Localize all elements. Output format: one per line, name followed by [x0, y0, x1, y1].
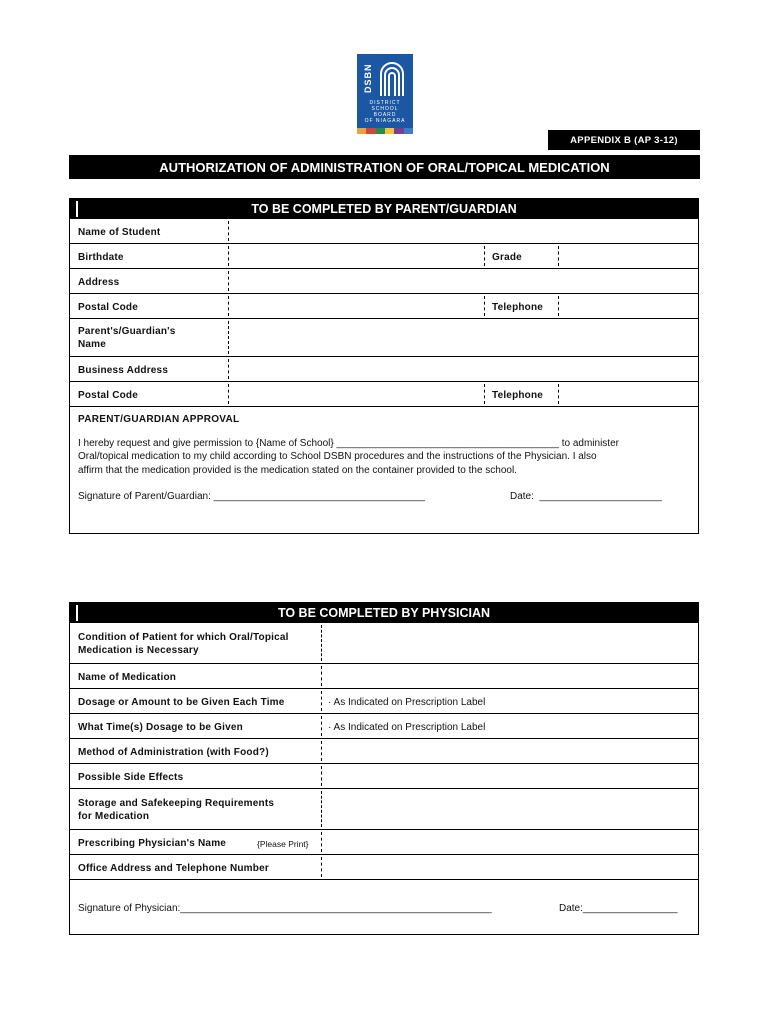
medication-name-label: Name of Medication [78, 672, 177, 683]
dosage-row[interactable] [70, 689, 698, 714]
grade-label: Grade [492, 252, 522, 263]
approval-line-3: affirm that the medication provided is the medication stated on the container provided to the school. [78, 464, 517, 476]
dsbn-logo [357, 54, 413, 134]
page-title: AUTHORIZATION OF ADMINISTRATION OF ORAL/TOPICAL MEDICATION [69, 155, 700, 179]
physician-signature-row [70, 880, 698, 934]
guardian-date-field[interactable]: Date: ______________________ [510, 491, 662, 502]
postal-code-2-label: Postal Code [78, 390, 138, 401]
arch-icon [379, 62, 405, 96]
guardian-name-row[interactable] [70, 319, 698, 357]
physician-date-field[interactable]: Date:_________________ [559, 903, 678, 914]
guardian-approval [70, 407, 698, 533]
prescriber-label: Prescribing Physician's Name [78, 838, 227, 849]
condition-label: Condition of Patient for which Oral/Topical Medication is Necessary [78, 632, 289, 656]
physician-signature-field[interactable]: Signature of Physician:________________________________________________________ [78, 903, 492, 914]
logo-sub-2: SCHOOL BOARD [371, 106, 399, 118]
dosage-label: Dosage or Amount to be Given Each Time [78, 697, 285, 708]
business-address-label: Business Address [78, 365, 169, 376]
guardian-signature-field[interactable]: Signature of Parent/Guardian: ______________________________________ [78, 491, 425, 502]
telephone-label: Telephone [492, 302, 544, 313]
side-effects-row[interactable] [70, 764, 698, 789]
logo-color-bars [357, 128, 413, 134]
parent-section [69, 198, 699, 534]
method-row[interactable] [70, 739, 698, 764]
postal-code-2-row[interactable] [70, 382, 698, 407]
approval-line-2: Oral/topical medication to my child according to School DSBN procedures and the instructions of the Physician. I also [78, 451, 597, 462]
logo-sub-3: OF NIAGARA [364, 118, 406, 124]
please-print-note: {Please Print} [257, 839, 309, 849]
storage-label: Storage and Safekeeping Requirements for Medication [78, 798, 275, 822]
postal-code-label: Postal Code [78, 302, 138, 313]
dosage-value: · As Indicated on Prescription Label [328, 697, 486, 708]
times-row[interactable] [70, 714, 698, 739]
method-label: Method of Administration (with Food?) [78, 747, 269, 758]
storage-row[interactable] [70, 789, 698, 830]
telephone-2-label: Telephone [492, 390, 544, 401]
office-label: Office Address and Telephone Number [78, 863, 269, 874]
address-label: Address [78, 277, 120, 288]
logo-sub-1: DISTRICT [369, 100, 401, 106]
approval-title: PARENT/GUARDIAN APPROVAL [78, 414, 240, 425]
times-label: What Time(s) Dosage to be Given [78, 722, 243, 733]
office-row[interactable] [70, 855, 698, 880]
condition-row[interactable] [70, 623, 698, 664]
times-value: · As Indicated on Prescription Label [328, 722, 486, 733]
student-name-row[interactable] [70, 219, 698, 244]
medication-name-row[interactable] [70, 664, 698, 689]
logo-letters: DSBN [363, 63, 373, 93]
birthdate-row[interactable] [70, 244, 698, 269]
postal-code-row[interactable] [70, 294, 698, 319]
approval-line-1: I hereby request and give permission to {Name of School} ________________________________________ to administer [78, 437, 619, 449]
guardian-name-label: Parent's/Guardian's Name [78, 326, 176, 350]
business-address-row[interactable] [70, 357, 698, 382]
birthdate-label: Birthdate [78, 252, 124, 263]
physician-section-heading: TO BE COMPLETED BY PHYSICIAN [70, 603, 698, 623]
parent-section-heading: TO BE COMPLETED BY PARENT/GUARDIAN [70, 199, 698, 219]
appendix-label: APPENDIX B (AP 3-12) [548, 130, 700, 150]
address-row[interactable] [70, 269, 698, 294]
physician-section [69, 602, 699, 935]
student-name-label: Name of Student [78, 227, 161, 238]
side-effects-label: Possible Side Effects [78, 772, 184, 783]
prescriber-row[interactable] [70, 830, 698, 855]
